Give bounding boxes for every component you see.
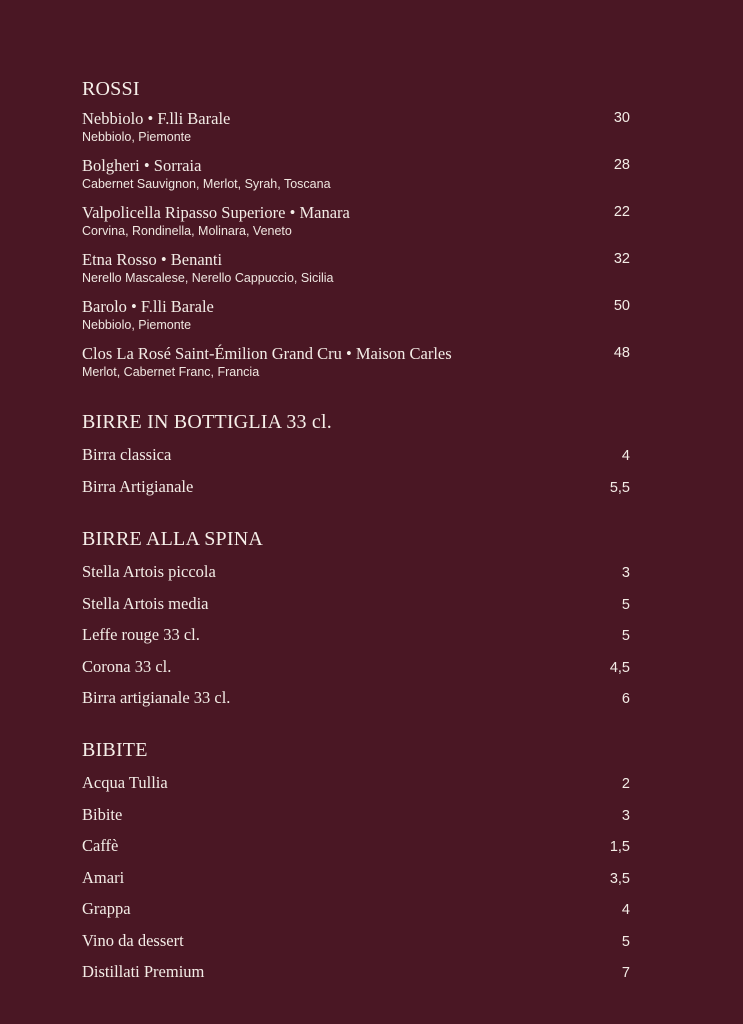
item-name: Birra Artigianale [82, 476, 194, 496]
item-name: Vino da dessert [82, 930, 184, 950]
wine-price: 30 [613, 110, 630, 126]
wine-grapes: Merlot, Cabernet Franc, Francia [82, 365, 260, 379]
section-birre-spina [82, 526, 630, 719]
item-name: Stella Artois piccola [82, 562, 216, 581]
wine-grapes: Nerello Mascalese, Nerello Cappuccio, Sicilia [82, 271, 334, 285]
item-list [82, 561, 630, 719]
item-name: Birra classica [82, 445, 172, 464]
wine-name: Nebbiolo • F.lli Barale [82, 109, 231, 128]
item-price: 5 [621, 596, 630, 613]
item-name: Distillati Premium [82, 962, 205, 981]
list-item [82, 867, 630, 899]
wine-list [82, 106, 630, 388]
wine-grapes: Corvina, Rondinella, Molinara, Veneto [82, 224, 292, 238]
wine-name: Barolo • F.lli Barale [82, 297, 214, 316]
wine-item [82, 153, 630, 200]
section-title: BIRRE IN BOTTIGLIA 33 cl. [82, 411, 332, 433]
wine-name: Clos La Rosé Saint-Émilion Grand Cru • Maison Carles [82, 344, 452, 363]
item-name: Grappa [82, 899, 131, 918]
item-price: 5 [621, 628, 630, 644]
section-title: BIBITE [82, 739, 148, 761]
wine-grapes: Nebbiolo, Piemonte [82, 130, 192, 144]
item-name: Leffe rouge 33 cl. [82, 625, 200, 644]
section-title: ROSSI [82, 78, 140, 100]
wine-price: 22 [613, 204, 630, 220]
section-title: BIRRE ALLA SPINA [82, 528, 264, 550]
item-name: Amari [82, 867, 125, 887]
item-price: 1,5 [609, 839, 630, 855]
item-price: 3,5 [609, 870, 630, 887]
list-item [82, 687, 630, 719]
section-rossi [82, 76, 630, 388]
list-item [82, 444, 630, 476]
item-name: Stella Artois media [82, 593, 209, 613]
item-price: 3 [621, 807, 630, 824]
item-price: 3 [621, 565, 630, 581]
item-name: Corona 33 cl. [82, 656, 172, 676]
item-name: Birra artigianale 33 cl. [82, 688, 231, 707]
wine-price: 48 [613, 345, 630, 361]
list-item [82, 961, 630, 993]
list-item [82, 593, 630, 625]
wine-item [82, 247, 630, 294]
wine-price: 28 [613, 157, 630, 173]
wine-price: 32 [613, 251, 630, 267]
list-item [82, 898, 630, 930]
list-item [82, 656, 630, 688]
item-price: 4 [621, 448, 630, 464]
wine-grapes: Cabernet Sauvignon, Merlot, Syrah, Toscana [82, 177, 331, 191]
list-item [82, 930, 630, 962]
item-list [82, 772, 630, 993]
item-name: Caffè [82, 836, 119, 855]
wine-grapes: Nebbiolo, Piemonte [82, 318, 192, 332]
item-list [82, 444, 630, 507]
wine-item [82, 200, 630, 247]
list-item [82, 772, 630, 804]
section-bibite [82, 737, 630, 993]
item-price: 2 [621, 776, 630, 792]
wine-item [82, 341, 630, 388]
list-item [82, 835, 630, 867]
item-price: 6 [621, 691, 630, 707]
wine-name: Bolgheri • Sorraia [82, 156, 202, 175]
wine-item [82, 294, 630, 341]
list-item [82, 476, 630, 508]
list-item [82, 804, 630, 836]
item-price: 7 [621, 965, 630, 981]
wine-name: Etna Rosso • Benanti [82, 250, 223, 269]
item-price: 5,5 [609, 479, 630, 496]
list-item [82, 561, 630, 593]
list-item [82, 624, 630, 656]
item-name: Bibite [82, 804, 123, 824]
wine-name: Valpolicella Ripasso Superiore • Manara [82, 203, 350, 222]
item-price: 4 [621, 902, 630, 918]
wine-price: 50 [613, 298, 630, 314]
wine-item [82, 106, 630, 153]
section-birre-bottiglia [82, 409, 630, 507]
item-price: 5 [621, 933, 630, 950]
item-price: 4,5 [609, 659, 630, 676]
item-name: Acqua Tullia [82, 773, 168, 792]
